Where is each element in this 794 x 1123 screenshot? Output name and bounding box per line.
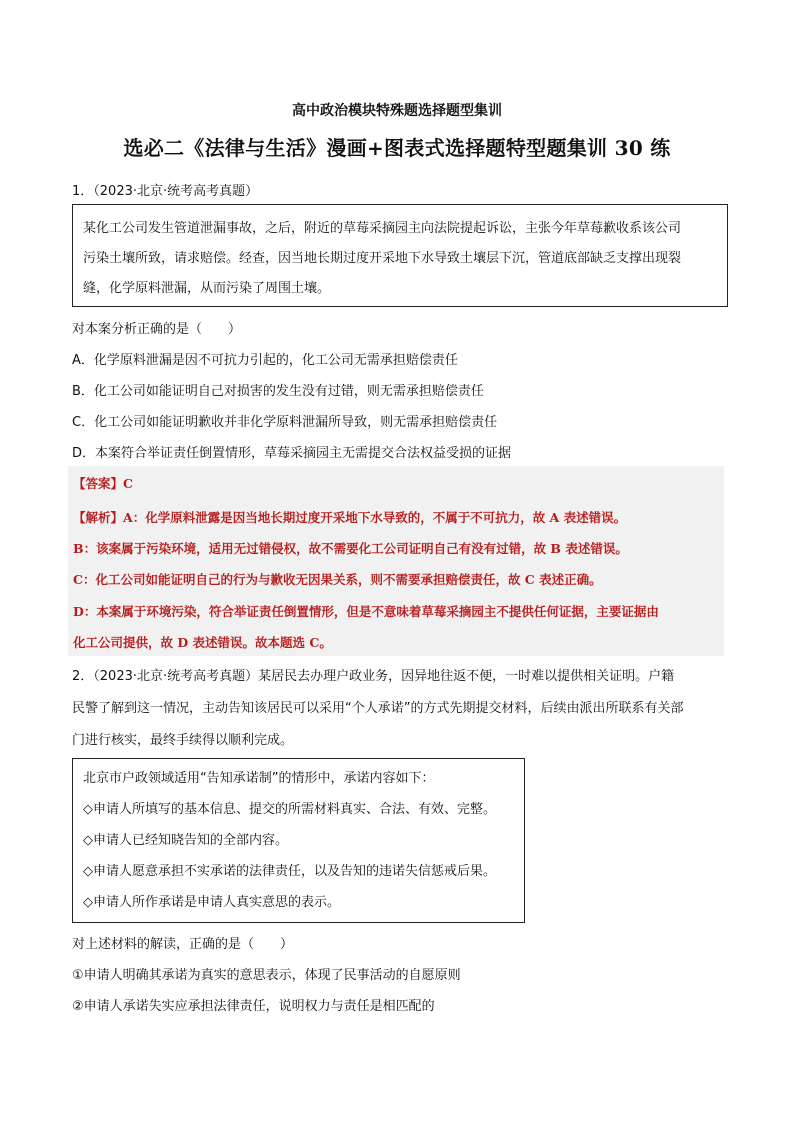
question-2-intro: 门进行核实，最终手续得以顺利完成。 [72,733,294,748]
series-subtitle: 高中政治模块特殊题选择题型集训 [292,103,502,119]
material-line: 某化工公司发生管道泄漏事故，之后，附近的草莓采摘园主向法院提起诉讼，主张今年草莓歉收系该公司 [83,221,682,236]
analysis-line: C：化工公司如能证明自己的行为与歉收无因果关系，则不需要承担赔偿责任，故 C 表述正确。 [73,572,602,587]
material-line: 北京市户政领域适用“告知承诺制”的情形中，承诺内容如下： [83,771,435,786]
option-1: ①申请人明确其承诺为真实的意思表示，体现了民事活动的自愿原则 [72,968,461,983]
question-2-material-box [72,758,525,923]
material-line: 缝，化学原料泄漏，从而污染了周围土壤。 [83,281,331,296]
question-2-intro: 民警了解到这一情况，主动告知该居民可以采用“个人承诺”的方式先期提交材料，后续由派出所联系有关部 [72,701,684,716]
option-c: C．化工公司如能证明歉收并非化学原料泄漏所导致，则无需承担赔偿责任 [72,415,498,430]
option-a: A．化学原料泄漏是因不可抗力引起的，化工公司无需承担赔偿责任 [72,353,458,368]
material-line: ◇申请人所填写的基本信息、提交的所需材料真实、合法、有效、完整。 [83,802,496,817]
question-2-stem: 对上述材料的解读，正确的是（ ） [72,937,294,952]
analysis-line: 【解析】A：化学原料泄露是因当地长期过度开采地下水导致的，不属于不可抗力，故 A 表述错误。 [73,510,627,525]
option-d: D．本案符合举证责任倒置情形，草莓采摘园主无需提交合法权益受损的证据 [72,446,512,461]
answer-section [68,466,724,656]
material-line: ◇申请人愿意承担不实承诺的法律责任，以及告知的违诺失信惩戒后果。 [83,864,496,879]
question-2-intro: 2．（2023·北京·统考高考真题）某居民去办理户政业务，因异地往返不便，一时难以提供相关证明。户籍 [72,669,675,684]
material-line: ◇申请人已经知晓告知的全部内容。 [83,833,288,848]
analysis-line: 化工公司提供，故 D 表述错误。故本题选 C。 [73,635,332,650]
analysis-line: B：该案属于污染环境，适用无过错侵权，故不需要化工公司证明自己有没有过错，故 B 表述错误。 [73,541,628,556]
material-line: 污染土壤所致，请求赔偿。经查，因当地长期过度开采地下水导致土壤层下沉，管道底部缺乏支撑出现裂 [83,251,682,266]
question-1-material-box [72,204,728,307]
question-1-stem: 对本案分析正确的是（ ） [72,322,242,337]
answer-label: 【答案】C [73,476,133,491]
analysis-line: D：本案属于环境污染，符合举证责任倒置情形，但是不意味着草莓采摘园主不提供任何证据，主要证据由 [73,604,659,619]
material-line: ◇申请人所作承诺是申请人真实意思的表示。 [83,895,340,910]
option-b: B．化工公司如能证明自己对损害的发生没有过错，则无需承担赔偿责任 [72,384,484,399]
question-1-header: 1．（2023·北京·统考高考真题） [72,184,259,199]
option-2: ②申请人承诺失实应承担法律责任，说明权力与责任是相匹配的 [72,999,435,1014]
page-title: 选必二《法律与生活》漫画+图表式选择题特型题集训 30 练 [123,136,671,160]
